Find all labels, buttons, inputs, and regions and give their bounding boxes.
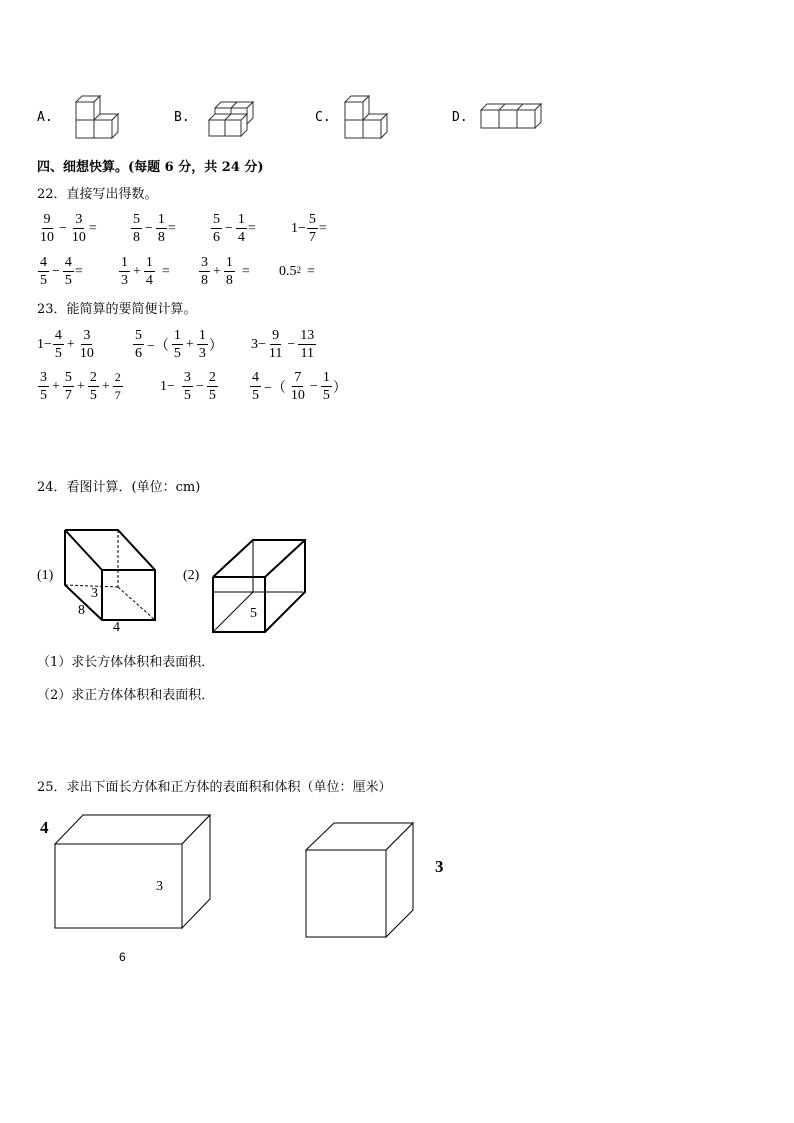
q22-expr-4: 1− $\frac{5}{7}$ = bbox=[291, 212, 327, 245]
q23-prompt: 23．能简算的要简便计算。 bbox=[37, 302, 197, 317]
q23-expr-2: $\frac{5}{6}$ −（ $\frac{1}{5}$ + $\frac{1}{3}$ ） bbox=[135, 328, 223, 361]
q22-expr-7: $\frac{3}{8}$ + $\frac{1}{8}$ = bbox=[201, 255, 250, 288]
q25-cube-figure bbox=[303, 819, 418, 941]
q24-cube-edge: 5 bbox=[250, 606, 257, 621]
q24-cube-figure bbox=[208, 535, 310, 637]
q24-figure-1-label: (1) bbox=[37, 568, 54, 583]
q23-expr-6: $\frac{4}{5}$ −（ $\frac{7}{10}$ − $\frac{1}{5}$ ） bbox=[252, 370, 347, 403]
q22-expr-1: $\frac{9}{10}$ − $\frac{3}{10}$ = bbox=[40, 212, 97, 245]
option-c-label: C. bbox=[315, 110, 331, 125]
q24-cuboid-figure bbox=[60, 525, 160, 625]
section-title: 四、细想快算。(每题 6 分，共 24 分) bbox=[37, 160, 264, 175]
q24-cuboid-depth: 8 bbox=[78, 603, 85, 618]
q22-expr-2: $\frac{5}{8}$ − $\frac{1}{8}$ = bbox=[133, 212, 176, 245]
q22-prompt: 22．直接写出得数。 bbox=[37, 187, 158, 202]
q24-cuboid-height: 3 bbox=[91, 586, 98, 601]
q23-expr-1: 1− $\frac{4}{5}$ + $\frac{3}{10}$ bbox=[37, 328, 94, 361]
q23-expr-5: 1− $\frac{3}{5}$ − $\frac{2}{5}$ bbox=[160, 370, 216, 403]
q22-expr-8: 0.5 $^2$ = bbox=[279, 264, 315, 279]
q22-expr-6: $\frac{1}{3}$ + $\frac{1}{4}$ = bbox=[121, 255, 170, 288]
q22-expr-5: $\frac{4}{5}$ − $\frac{4}{5}$ = bbox=[40, 255, 83, 288]
option-d-cube-figure bbox=[478, 102, 548, 132]
q25-cuboid-depth: 4 bbox=[40, 818, 49, 837]
option-c-cube-figure bbox=[342, 94, 392, 144]
option-b-label: B. bbox=[174, 110, 190, 125]
q25-cube-edge: 3 bbox=[435, 857, 444, 876]
option-d-label: D. bbox=[452, 110, 468, 125]
option-a-label: A. bbox=[37, 110, 53, 125]
q25-prompt: 25．求出下面长方体和正方体的表面积和体积（单位：厘米） bbox=[37, 780, 392, 795]
q23-expr-4: $\frac{3}{5}$ + $\frac{5}{7}$ + $\frac{2}{5}$ + $\frac{2}{7}$ bbox=[40, 370, 121, 403]
option-a-cube-figure bbox=[68, 92, 123, 142]
q24-figure-2-label: (2) bbox=[183, 568, 200, 583]
option-b-cube-figure bbox=[205, 98, 265, 140]
q24-sub-question-1: （1）求长方体体积和表面积． bbox=[37, 655, 215, 670]
q22-expr-3: $\frac{5}{6}$ − $\frac{1}{4}$ = bbox=[213, 212, 256, 245]
q24-prompt: 24．看图计算．(单位：cm) bbox=[37, 480, 201, 495]
q25-cuboid-figure bbox=[50, 810, 215, 932]
q25-cuboid-length: 6 bbox=[119, 950, 126, 964]
q23-expr-3: 3− $\frac{9}{11}$ − $\frac{13}{11}$ bbox=[251, 328, 315, 361]
q24-sub-question-2: （2）求正方体体积和表面积． bbox=[37, 688, 215, 703]
q25-cuboid-height: 3 bbox=[156, 879, 163, 894]
q24-cuboid-width: 4 bbox=[113, 620, 120, 635]
